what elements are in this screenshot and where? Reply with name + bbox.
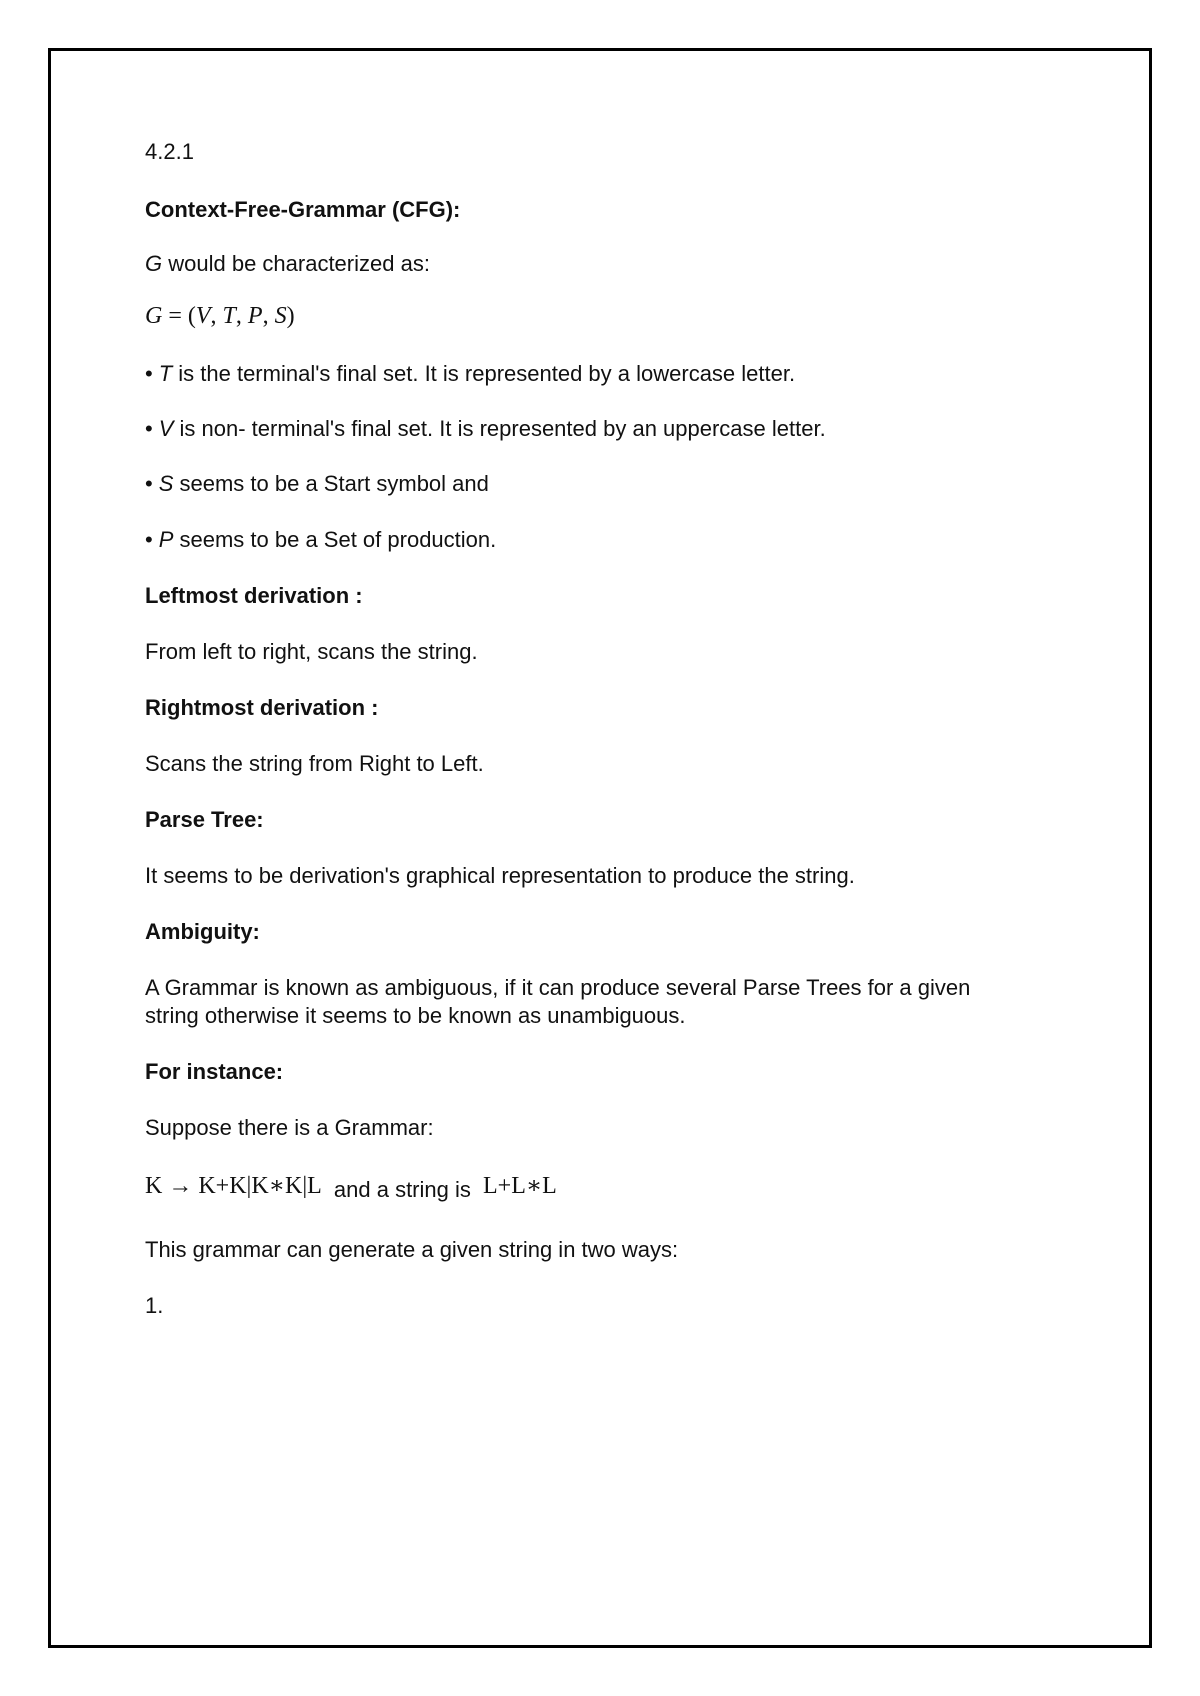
grammar-string: L+L∗L (483, 1173, 557, 1199)
bullet-dot: • (145, 527, 153, 552)
bullet-text: seems to be a Set of production. (173, 527, 497, 552)
page-border (48, 48, 1152, 1648)
parse-tree-heading: Parse Tree: (145, 807, 264, 832)
tuple-p: P (247, 303, 263, 329)
bullet-var: P (158, 527, 174, 552)
tuple-sep-2: , (235, 303, 248, 329)
bullet-var: T (158, 361, 173, 386)
cfg-tuple (145, 302, 295, 330)
bullet-text: is the terminal's final set. It is represented by a lowercase letter. (172, 361, 796, 386)
leftmost-text: From left to right, scans the string. (145, 639, 478, 664)
leftmost-heading: Leftmost derivation : (145, 583, 363, 608)
bullet-item (145, 526, 496, 554)
tuple-v: V (195, 303, 211, 329)
ambiguity-heading: Ambiguity: (145, 919, 260, 944)
cfg-heading: Context-Free-Grammar (CFG): (145, 197, 461, 222)
rightmost-text: Scans the string from Right to Left. (145, 751, 484, 776)
rightmost-heading: Rightmost derivation : (145, 695, 379, 720)
section-number: 4.2.1 (145, 139, 194, 164)
tuple-sep-1: , (210, 303, 223, 329)
bullet-text: seems to be a Start symbol and (173, 471, 489, 496)
tuple-eq: = ( (162, 303, 196, 329)
bullet-var: V (158, 416, 174, 441)
tuple-sep-3: , (262, 303, 275, 329)
bullet-item (145, 415, 826, 443)
instance-heading: For instance: (145, 1059, 284, 1084)
bullet-text: is non- terminal's final set. It is represented by an uppercase letter. (173, 416, 826, 441)
grammar-line (145, 1172, 557, 1200)
bullet-dot: • (145, 471, 153, 496)
grammar-rule: K → K+K|K∗K|L (145, 1173, 322, 1199)
cfg-intro (145, 250, 430, 278)
bullet-item (145, 360, 795, 388)
parse-tree-text: It seems to be derivation's graphical representation to produce the string. (145, 863, 855, 888)
grammar-middle-text: and a string is (333, 1177, 471, 1202)
generate-text: This grammar can generate a given string in two ways: (145, 1237, 679, 1262)
tuple-close: ) (286, 303, 295, 329)
list-item-number: 1. (145, 1293, 164, 1318)
ambiguity-text: A Grammar is known as ambiguous, if it can produce several Parse Trees for a given string otherwise it seems to be known as unambiguous. (145, 975, 971, 1028)
bullet-dot: • (145, 361, 153, 386)
bullet-dot: • (145, 416, 153, 441)
tuple-s: S (274, 303, 287, 329)
bullet-var: S (158, 471, 174, 496)
intro-var: G (145, 251, 163, 276)
tuple-t: T (222, 303, 236, 329)
instance-text: Suppose there is a Grammar: (145, 1115, 434, 1140)
intro-text: would be characterized as: (162, 251, 430, 276)
bullet-item (145, 470, 489, 498)
tuple-lhs: G (145, 303, 163, 329)
